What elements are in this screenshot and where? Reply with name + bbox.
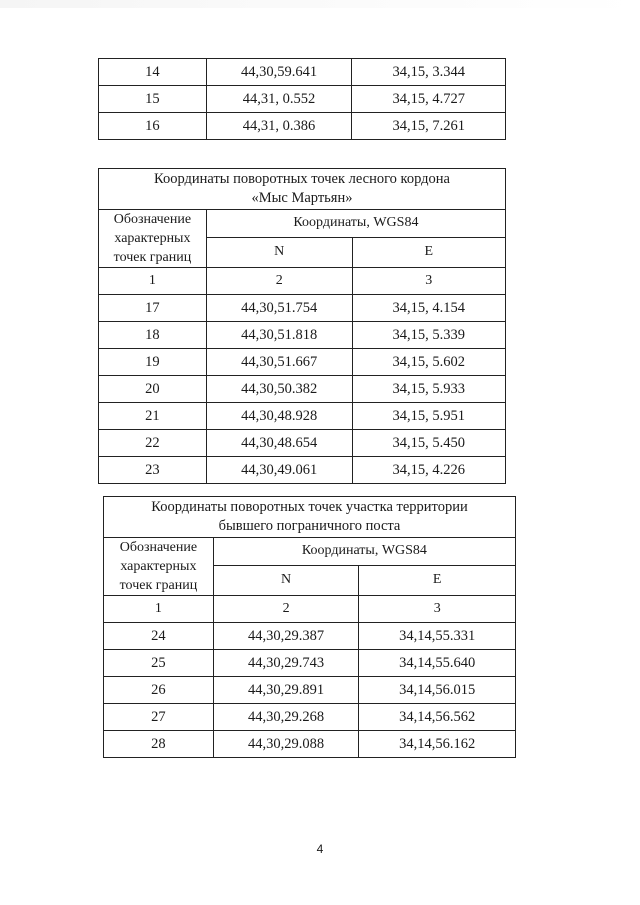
coord-e: 34,15, 5.933 xyxy=(352,376,505,403)
table-row xyxy=(104,623,516,650)
index-cell: 2 xyxy=(206,268,352,295)
coordinates-table-continuation xyxy=(98,58,506,140)
coord-e: 34,14,55.640 xyxy=(359,650,516,677)
coord-n: 44,30,29.743 xyxy=(213,650,359,677)
coord-n: 44,30,49.061 xyxy=(206,457,352,484)
coord-n: 44,30,29.891 xyxy=(213,677,359,704)
coord-n: 44,30,48.654 xyxy=(206,430,352,457)
point-number: 20 xyxy=(99,376,207,403)
coord-e: 34,15, 7.261 xyxy=(352,113,506,140)
point-number: 14 xyxy=(99,59,207,86)
table-row xyxy=(99,376,506,403)
coord-n: 44,30,51.667 xyxy=(206,349,352,376)
coord-n: 44,31, 0.386 xyxy=(206,113,352,140)
coord-e: 34,14,55.331 xyxy=(359,623,516,650)
index-cell: 1 xyxy=(104,596,214,623)
index-cell: 3 xyxy=(352,268,505,295)
table-row xyxy=(104,731,516,758)
coord-n: 44,30,59.641 xyxy=(206,59,352,86)
section-title-line-1: Координаты поворотных точек участка территории xyxy=(151,499,468,515)
table-row xyxy=(99,457,506,484)
col-n-header: N xyxy=(213,565,359,595)
coord-n: 44,30,50.382 xyxy=(206,376,352,403)
coord-e: 34,15, 4.154 xyxy=(352,295,505,322)
section-title-line-1: Координаты поворотных точек лесного кордона xyxy=(154,171,450,187)
point-number: 28 xyxy=(104,731,214,758)
table-row xyxy=(99,322,506,349)
scan-artifact xyxy=(0,0,640,8)
coord-n: 44,30,48.928 xyxy=(206,403,352,430)
col-e-header: E xyxy=(352,237,505,267)
section-title-row xyxy=(99,169,506,210)
point-number: 22 xyxy=(99,430,207,457)
index-row xyxy=(104,596,516,623)
point-number: 24 xyxy=(104,623,214,650)
section-title xyxy=(104,497,516,538)
index-cell: 3 xyxy=(359,596,516,623)
coordinates-table-forest-cordon xyxy=(98,168,506,484)
point-number: 18 xyxy=(99,322,207,349)
table-row xyxy=(99,59,506,86)
coord-e: 34,14,56.162 xyxy=(359,731,516,758)
coord-n: 44,30,51.818 xyxy=(206,322,352,349)
label-header: Обозначение характерных точек границ xyxy=(104,538,214,596)
coord-e: 34,15, 5.951 xyxy=(352,403,505,430)
coord-n: 44,30,29.268 xyxy=(213,704,359,731)
coord-n: 44,30,29.088 xyxy=(213,731,359,758)
section-title xyxy=(99,169,506,210)
coords-header: Координаты, WGS84 xyxy=(213,538,515,566)
page-number: 4 xyxy=(316,842,324,856)
table-row xyxy=(104,704,516,731)
table-row xyxy=(99,86,506,113)
coord-e: 34,15, 4.727 xyxy=(352,86,506,113)
table-row xyxy=(99,430,506,457)
coordinates-table-border-post xyxy=(103,496,516,758)
table-row xyxy=(99,349,506,376)
point-number: 19 xyxy=(99,349,207,376)
point-number: 27 xyxy=(104,704,214,731)
coord-e: 34,15, 5.602 xyxy=(352,349,505,376)
coord-n: 44,31, 0.552 xyxy=(206,86,352,113)
coords-header: Координаты, WGS84 xyxy=(206,210,505,238)
table-row xyxy=(99,113,506,140)
index-cell: 1 xyxy=(99,268,207,295)
col-n-header: N xyxy=(206,237,352,267)
point-number: 26 xyxy=(104,677,214,704)
header-row xyxy=(104,538,516,566)
table-row xyxy=(99,295,506,322)
section-title-line-2: «Мыс Мартьян» xyxy=(251,190,353,206)
table-row xyxy=(104,677,516,704)
coord-e: 34,15, 4.226 xyxy=(352,457,505,484)
coord-e: 34,15, 5.450 xyxy=(352,430,505,457)
coord-n: 44,30,29.387 xyxy=(213,623,359,650)
section-title-row xyxy=(104,497,516,538)
coord-e: 34,15, 3.344 xyxy=(352,59,506,86)
col-e-header: E xyxy=(359,565,516,595)
coord-e: 34,14,56.562 xyxy=(359,704,516,731)
point-number: 17 xyxy=(99,295,207,322)
index-row xyxy=(99,268,506,295)
point-number: 16 xyxy=(99,113,207,140)
point-number: 21 xyxy=(99,403,207,430)
point-number: 25 xyxy=(104,650,214,677)
header-row xyxy=(99,210,506,238)
coord-n: 44,30,51.754 xyxy=(206,295,352,322)
table-row xyxy=(104,650,516,677)
coord-e: 34,14,56.015 xyxy=(359,677,516,704)
coord-e: 34,15, 5.339 xyxy=(352,322,505,349)
index-cell: 2 xyxy=(213,596,359,623)
table-row xyxy=(99,403,506,430)
point-number: 23 xyxy=(99,457,207,484)
point-number: 15 xyxy=(99,86,207,113)
label-header: Обозначение характерных точек границ xyxy=(99,210,207,268)
section-title-line-2: бывшего пограничного поста xyxy=(218,518,401,534)
